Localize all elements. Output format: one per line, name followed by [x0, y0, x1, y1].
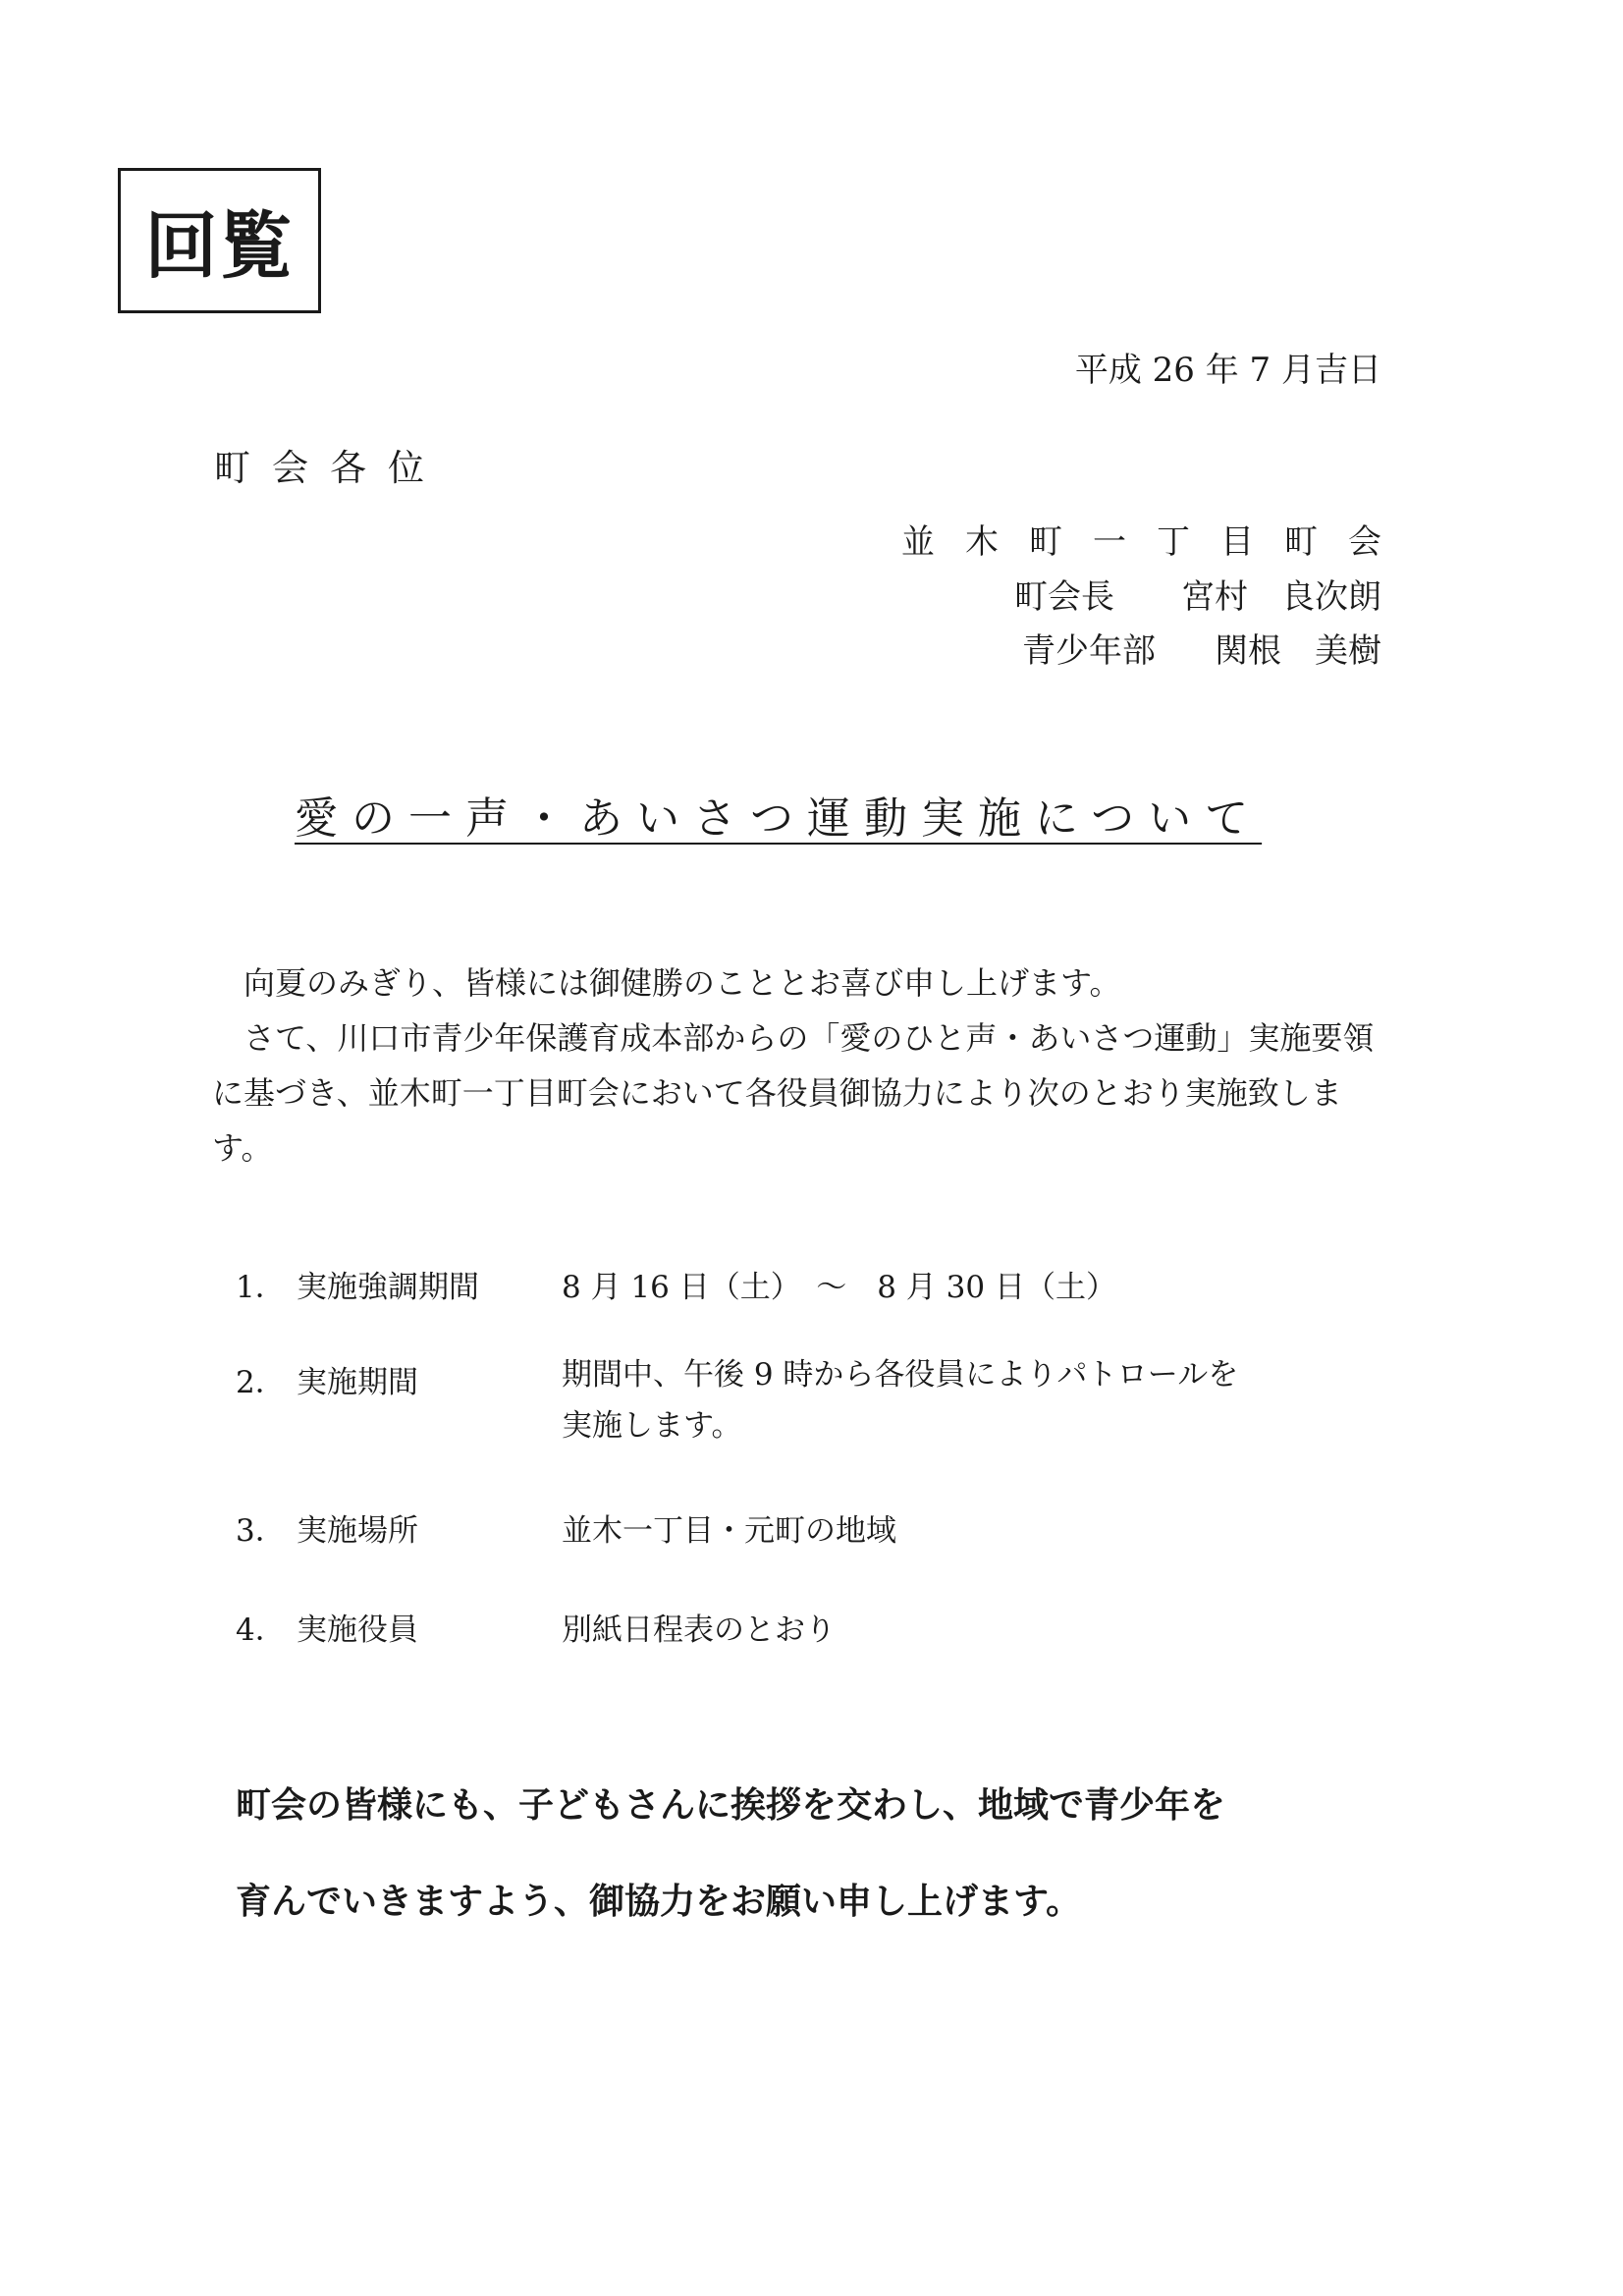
item-number: 4． [236, 1613, 286, 1648]
item-number: 2． [236, 1365, 286, 1400]
sender-role: 青少年部 [1022, 631, 1156, 671]
body-text [212, 956, 1382, 1175]
item-value: 並木一丁目・元町の地域 [562, 1513, 896, 1549]
document-title: 愛の一声・あいさつ運動実施について [295, 793, 1263, 844]
body-paragraph: 向夏のみぎり、皆様には御健勝のこととお喜び申し上げます。 [243, 964, 1121, 1002]
item-label: 実施役員 [297, 1613, 418, 1648]
body-paragraph: さて、川口市青少年保護育成本部からの「愛のひと声・あいさつ運動」実施要領に基づき、並木町一丁目町会において各役員御協力により次のとおり実施致します。 [212, 1019, 1375, 1167]
item-label: 実施場所 [297, 1513, 418, 1549]
item-label: 実施期間 [297, 1365, 418, 1400]
sender-organization: 並木町一丁目町会 [901, 522, 1412, 562]
document-date: 平成 26 年 7 月吉日 [1074, 351, 1381, 390]
circular-label: 回覧 [144, 204, 295, 289]
closing-line: 町会の皆様にも、子どもさんに挨拶を交わし、地域で青少年を [236, 1785, 1226, 1826]
sender-youth-dept [1022, 624, 1381, 672]
sender-name: 関根 美樹 [1215, 631, 1381, 671]
item-number: 1． [236, 1270, 286, 1305]
item-number: 3． [236, 1513, 286, 1549]
recipient: 町会各位 [214, 447, 446, 489]
item-value: 期間中、午後 9 時から各役員によりパトロールを [562, 1357, 1239, 1393]
sender-chairman [1014, 570, 1381, 618]
sender-role: 町会長 [1014, 577, 1114, 617]
circular-stamp-box [118, 168, 321, 313]
item-value: 8 月 16 日（土） ～ 8 月 30 日（土） [562, 1270, 1116, 1305]
item-value-continued: 実施します。 [562, 1408, 742, 1444]
sender-name: 宮村 良次朗 [1181, 577, 1381, 617]
item-value: 別紙日程表のとおり [562, 1613, 836, 1648]
closing-line: 育んでいきますよう、御協力をお願い申し上げます。 [236, 1882, 1082, 1922]
item-label: 実施強調期間 [297, 1270, 479, 1305]
